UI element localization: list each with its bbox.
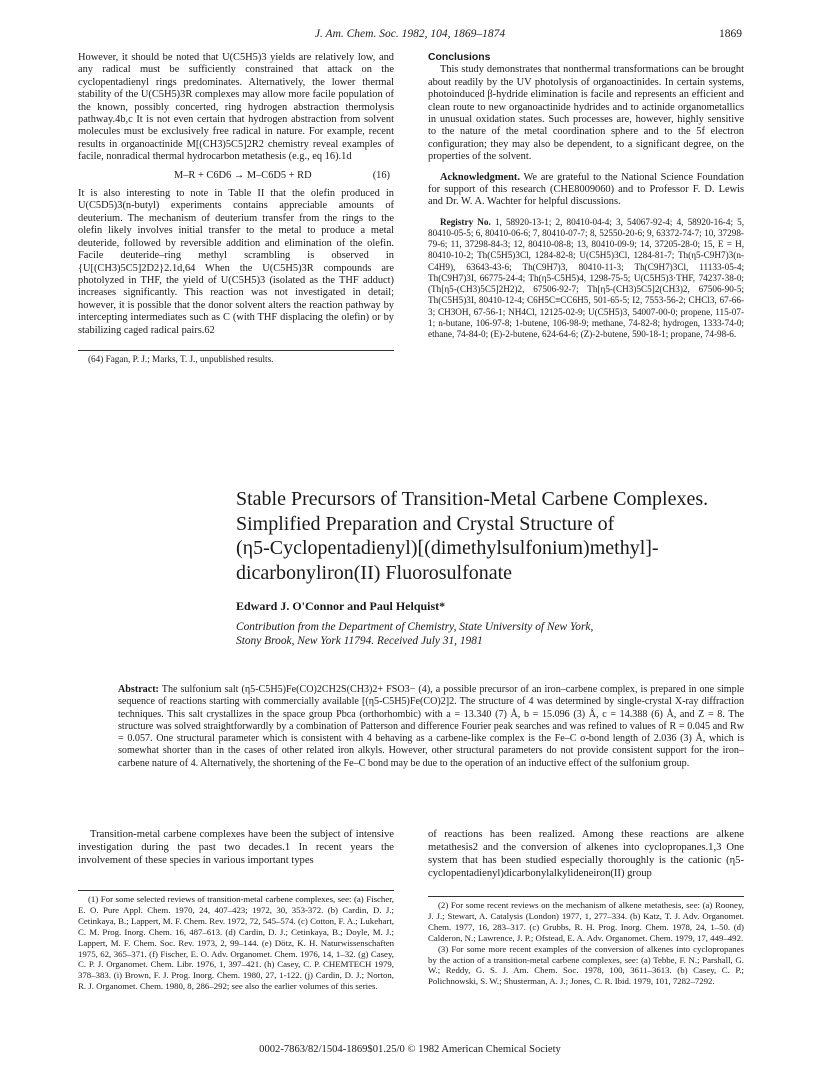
journal-citation: J. Am. Chem. Soc. 1982, 104, 1869–1874 (314, 28, 506, 40)
acknowledgment-heading: Acknowledgment. (440, 171, 520, 183)
acknowledgment-text: We are grateful to the National Science Foundation for support of this research (CHE8009060) and to Professor F. D. Lewis and Dr. W. A. Wachter for helpful discussions. (428, 171, 744, 208)
registry-paragraph (428, 217, 744, 340)
abstract-heading: Abstract: (118, 684, 159, 695)
body-text-left: Transition-metal carbene complexes have been the subject of intensive investigation during the past two decades.1 In recent years the involvement of these species in various important types (78, 829, 394, 866)
footnote-divider (78, 350, 394, 351)
references-divider (428, 896, 744, 897)
reference-1: (1) For some selected reviews of transition-metal carbene complexes, see: (a) Fischer, E. O. Pure Appl. Chem. 1970, 24, 407–423; 1972, 30, 353-372. (b) Cardin, D. J.; Cetinkaya, B.; Lappert, M. F. Chem. Rev. 1972, 72, 545–574. (c) Cotton, F. A.; Lukehart, C. M. Prog. Inorg. Chem. 16, 487–613. (d) Cardin, D. J.; Cetinkaya, B.; Doyle, M. J.; Lappert, M. F. Chem. Soc. Rev. 1973, 2, 99–144. (e) Dötz, K. H. Naturwissenschaften 1975, 62, 365–371. (f) Fischer, E. O. Adv. Organomet. Chem. 1976, 14, 1–32. (g) Casey, C. P. J. Organomet. Chem. Libr. 1976, 1, 397–421. (h) Casey, C. P. CHEMTECH 1979, 378–383. (i) Brown, F. J. Prog. Inorg. Chem. 1980, 27, 1-122. (j) Cardin, D. J.; Norton, R. J. Organomet. Chem. 1980, 8, 286–292; see also the earlier volumes of this series. (78, 894, 394, 992)
right-column (428, 52, 744, 340)
title-line: (η5-Cyclopentadienyl)[(dimethylsulfonium)methyl]- (236, 537, 659, 559)
running-header (78, 28, 742, 44)
abstract (118, 684, 744, 770)
reference-3: (3) For some more recent examples of the conversion of alkenes into cyclopropanes by the action of a transition-metal carbene complexes, see: (a) Tebbe, F. N.; Parshall, G. W.; Reddy, G. S. J. Am. Chem. Soc. 1978, 100, 3611–3613. (b) Casey, C. P.; Polichnowski, S. W.; Shusterman, A. J.; Jones, C. R. Ibid. 1979, 101, 7282–7292. (428, 943, 744, 987)
affiliation-line: Contribution from the Department of Chemistry, State University of New York, (236, 621, 594, 633)
affiliation (236, 620, 756, 648)
copyright-footer: 0002-7863/82/1504-1869$01.25/0 © 1982 American Chemical Society (259, 1044, 561, 1055)
footnote-64: (64) Fagan, P. J.; Marks, T. J., unpublished results. (88, 354, 274, 364)
equation-text: M–R + C6D6 → M–C6D5 + RD (174, 169, 312, 181)
left-column (78, 52, 394, 337)
equation-16 (78, 166, 394, 186)
references-divider (78, 890, 394, 891)
affiliation-line: Stony Brook, New York 11794. Received July 31, 1981 (236, 635, 483, 647)
references-right (428, 900, 744, 987)
reference-2: (2) For some recent reviews on the mechanism of alkene metathesis, see: (a) Rooney, J. J.; Stewart, A. Catalysis (London) 1977, 1, 277–334. (b) Katz, T. J. Adv. Organomet. Chem. 1977, 16, 283–317. (c) Grubbs, R. H. Prog. Inorg. Chem. 1978, 24, 1–50. (d) Calderon, N.; Lawrence, J. P.; Ofstead, E. A. Adv. Organomet. Chem. 1979, 17, 449–492. (428, 900, 744, 943)
authors: Edward J. O'Connor and Paul Helquist* (236, 599, 446, 613)
acknowledgment-paragraph (428, 172, 744, 209)
paragraph: However, it should be noted that U(C5H5)3 yields are relatively low, and any radical must be sufficiently constrained that attack on the cyclopentadienyl rings predominates. Alternatively, the lower thermal stability of the U(C5H5)3R complexes may allow more facile population of the known, possibly concerted, ring hydrogen abstraction thermolysis pathway.4b,c It is not even certain that hydrogen abstraction from solvent molecules must be exclusively free radical in nature. For example, recent results in organoactinide M[(CH3)5C5]2R2 chemistry reveal examples of facile, nonradical thermal hydrocarbon metathesis (e.g., eq 16).1d (78, 52, 394, 163)
page-number: 1869 (719, 28, 742, 40)
references-left (78, 894, 394, 992)
title-line: Simplified Preparation and Crystal Structure of (236, 512, 615, 535)
registry-heading: Registry No. (440, 216, 491, 227)
registry-text: 1, 58920-13-1; 2, 80410-04-4; 3, 54067-92-4; 4, 58920-16-4; 5, 80410-05-5; 6, 80410-06-6; 7, 80410-07-7; 8, 52550-20-6; 9, 63372-74-7; 10, 37298-79-6; 11, 37298-84-3; 12, 80410-08-8; 13, 80410-09-9; 14, 37205-28-0; 15, E = H, 80410-10-2; Th(C5H5)3Cl, 1284-82-8; U(C5H5)3Cl, 1284-81-7; Th(η5-C9H7)3(n-C4H9), 63643-43-6; Th(C9H7)3, 80410-11-3; Th(C9H7)3Cl, 11133-05-4; Th(C9H7)3I, 66775-24-4; Th(η5-C5H5)4, 1298-75-5; U(C5H5)3·THF, 74237-38-0; (Th[η5-(CH3)5C5]2H2)2, 67506-92-7; Th[η5-(CH3)5C5]2(CH3)2, 67506-90-5; Th(C5H5)3I, 80410-12-4; C6H5C≡CC6H5, 501-65-5; I2, 7553-56-2; CHCl3, 67-66-3; CH3OH, 67-56-1; NH4Cl, 12125-02-9; U(C5H5)3, 54007-00-0; propene, 115-07-1; n-butane, 106-97-8; 1-butene, 106-98-9; methane, 74-82-8; hydrogen, 1333-74-0; ethane, 74-84-0; (E)-2-butene, 624-64-6; (Z)-2-butene, 590-18-1; propane, 74-98-6. (428, 216, 745, 339)
equation-number: (16) (372, 169, 390, 181)
abstract-text: The sulfonium salt (η5-C5H5)Fe(CO)2CH2S(CH3)2+ FSO3− (4), a possible precursor of an iron–carbene complex, is prepared in one simple sequence of reactions starting with commercially available [(η5-C5H5)Fe(CO)2]2. The structure of 4 was determined by single-crystal X-ray diffraction techniques. This salt crystallizes in the space group Pbca (orthorhombic) with a = 13.340 (7) Å, b = 15.096 (3) Å, c = 14.388 (6) Å, and Z = 8. The structure was solved straightforwardly by a combination of Patterson and difference Fourier peak searches and was refined to values of R = 0.045 and Rw = 0.057. One structural parameter which is consistent with 4 behaving as a carbene-like complex is the Fe–C σ-bond length of 2.036 (3) Å, which is somewhat shorter than in the cases of other related iron alkyls. However, other structural parameters do not provide consistent support for the iron–carbene nature of 4. Alternatively, the shortening of the Fe–C bond may be due to the operation of an inductive effect of the sulfonium group. (118, 684, 744, 769)
title-line: Stable Precursors of Transition-Metal Carbene Complexes. (236, 488, 709, 510)
paragraph: It is also interesting to note in Table II that the olefin produced in U(C5D5)3(n-butyl) experiments contains appreciable amounts of deuterium. The mechanism of deuterium transfer from the rings to the olefin likely involves initial transfer to the metal to produce a metal deuteride, followed by reversible addition and elimination of the olefin. Facile deuteride–ring methyl scrambling is observed in {U[(CH3)5C5]2D2}2.1d,64 When the U(C5H5)3R compounds are photolyzed in THF, the yield of U(C5H5)3 (isolated as the THF adduct) increases significantly. This reaction was not investigated in detail; however, it is possible that the donor solvent alters the reaction pathway by intercepting intermediates such as C (with THF displacing the olefin) or by stabilizing caged radical pairs.62 (78, 188, 394, 336)
article-title (236, 487, 756, 585)
conclusions-paragraph: This study demonstrates that nonthermal transformations can be brought about readily by the UV photolysis of organoactinides. In certain systems, photoinduced β-hydride elimination is facile and represents an efficient and clean route to new organoactinide hydrides and to actinide organometallics in unusual oxidation states. Such processes are, however, highly sensitive to the nature of the metal coordination sphere and to the 5f electron configuration; they may also be dependent, to a significant degree, on the properties of the solvent. (428, 64, 744, 163)
title-line: dicarbonyliron(II) Fluorosulfonate (236, 561, 513, 584)
conclusions-heading: Conclusions (428, 52, 491, 63)
body-text-right: of reactions has been realized. Among these reactions are alkene metathesis2 and the conversion of alkenes into cyclopropanes.1,3 One system that has been studied especially thoroughly is the cationic (η5-cyclopentadienyl)dicarbonylalkylideneiron(II) group (428, 829, 744, 879)
